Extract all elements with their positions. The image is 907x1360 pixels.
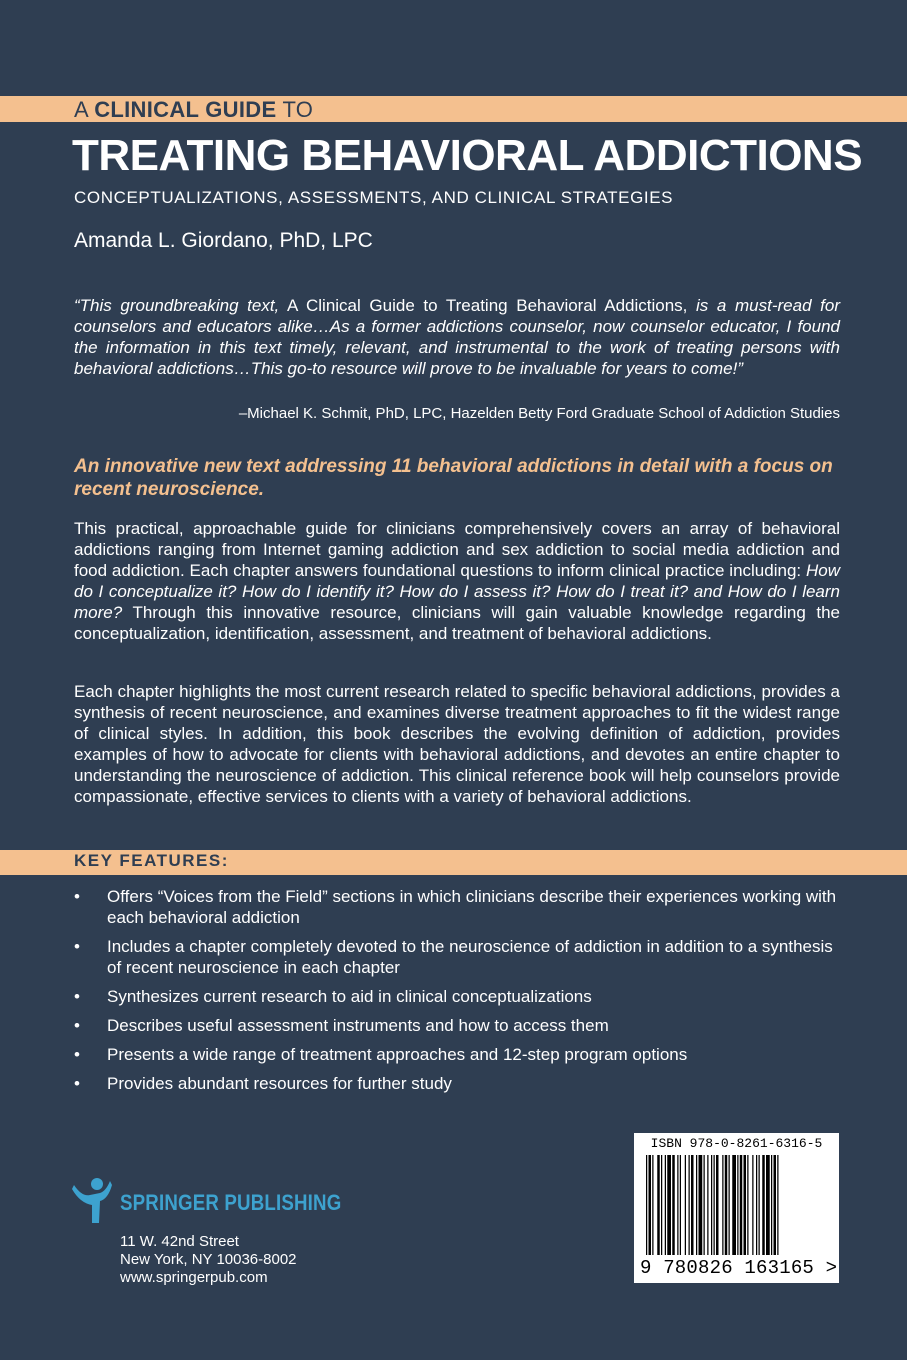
endorsement-attribution: –Michael K. Schmit, PhD, LPC, Hazelden Betty Ford Graduate School of Addiction Studies (238, 405, 840, 422)
barcode-bar (677, 1155, 678, 1255)
feature-item (74, 936, 844, 978)
feature-item (74, 1073, 844, 1094)
barcode-bar (685, 1155, 686, 1255)
publisher-website: www.springerpub.com (120, 1269, 268, 1286)
barcode-bar (704, 1155, 705, 1255)
feature-text: Describes useful assessment instruments and how to access them (107, 1016, 609, 1035)
barcode-bar (756, 1155, 757, 1255)
feature-item (74, 986, 844, 1007)
key-features-list (74, 886, 844, 1102)
barcode-bar (696, 1155, 697, 1255)
barcode-bar (774, 1155, 777, 1255)
bullet-icon: • (74, 1045, 80, 1064)
barcode-bar (740, 1155, 743, 1255)
barcode-bar (665, 1155, 666, 1255)
barcode-bar (689, 1155, 690, 1255)
barcode-bar (657, 1155, 660, 1255)
barcode-bar (646, 1155, 647, 1255)
barcode-bar (725, 1155, 728, 1255)
barcode-digits: 9 780826 163165 > (640, 1257, 838, 1279)
address-line-2: New York, NY 10036-8002 (120, 1251, 297, 1268)
barcode-bar (744, 1155, 747, 1255)
barcode (634, 1133, 839, 1283)
barcode-bar (752, 1155, 753, 1255)
barcode-bar (699, 1155, 703, 1255)
barcode-bar (707, 1155, 708, 1255)
barcode-bar (711, 1155, 712, 1255)
barcode-bar (652, 1155, 653, 1255)
feature-item (74, 1015, 844, 1036)
series-suffix: TO (276, 97, 314, 122)
description-paragraph-1 (74, 518, 840, 644)
bullet-icon: • (74, 987, 80, 1006)
key-features-title: KEY FEATURES: (74, 851, 229, 870)
series-title (74, 97, 313, 123)
feature-text: Provides abundant resources for further study (107, 1074, 452, 1093)
highlight-statement: An innovative new text addressing 11 behavioral addictions in detail with a focus on recent neuroscience. (74, 456, 833, 500)
barcode-bar (771, 1155, 772, 1255)
barcode-bar (729, 1155, 730, 1255)
barcode-bar (649, 1155, 652, 1255)
barcode-bar (737, 1155, 738, 1255)
book-title: TREATING BEHAVIORAL ADDICTIONS (72, 131, 863, 180)
publisher-name: SPRINGER PUBLISHING (120, 1190, 342, 1215)
barcode-bar (667, 1155, 671, 1255)
para1-after: Through this innovative resource, clinicians will gain valuable knowledge regarding the conceptualization, identification, assessment, and treatment of behavioral addictions. (74, 603, 840, 643)
barcode-bar (716, 1155, 719, 1255)
barcode-bar (714, 1155, 715, 1255)
barcode-bar (661, 1155, 662, 1255)
barcode-bar (680, 1155, 681, 1255)
barcode-bar (747, 1155, 748, 1255)
bullet-icon: • (74, 887, 80, 906)
bullet-icon: • (74, 937, 80, 956)
endorsement-quote (74, 295, 840, 379)
barcode-bar (691, 1155, 694, 1255)
feature-item (74, 886, 844, 928)
barcode-bar (759, 1155, 760, 1255)
feature-text: Presents a wide range of treatment approaches and 12-step program options (107, 1045, 688, 1064)
barcode-bar (762, 1155, 765, 1255)
feature-text: Offers “Voices from the Field” sections in which clinicians describe their experiences working with each behavioral addiction (107, 887, 837, 927)
author-name: Amanda L. Giordano, PhD, LPC (74, 229, 373, 252)
barcode-bar (777, 1155, 778, 1255)
feature-text: Synthesizes current research to aid in clinical conceptualizations (107, 987, 592, 1006)
barcode-bars (646, 1155, 828, 1255)
barcode-bar (766, 1155, 770, 1255)
feature-item (74, 1044, 844, 1065)
barcode-bar (672, 1155, 675, 1255)
series-bold: CLINICAL GUIDE (94, 97, 277, 122)
publisher-address (120, 1233, 297, 1287)
address-line-1: 11 W. 42nd Street (120, 1233, 239, 1250)
series-prefix: A (74, 97, 95, 122)
barcode-bar (732, 1155, 736, 1255)
isbn-label: ISBN 978-0-8261-6316-5 (650, 1136, 823, 1151)
quote-book-title: A Clinical Guide to Treating Behavioral Addictions, (279, 296, 688, 315)
para1-questions: How do I conceptualize it? How do I identify it? How do I assess it? How do I treat it? and How do I learn more? (74, 561, 840, 622)
quote-rest: is a must-read for counselors and educators alike…As a former addictions counselor, now counselor educator, I found the information in this text timely, relevant, and instrumental to the work of treating persons with behavioral addictions…This go-to resource will prove to be invaluable for years to come!” (74, 296, 840, 378)
bullet-icon: • (74, 1016, 80, 1035)
quote-start: “This groundbreaking text, (74, 296, 280, 315)
para1-before: This practical, approachable guide for clinicians comprehensively covers an array of behavioral addictions ranging from Internet gaming addiction and sex addiction to social media addiction and food addiction. Each chapter answers foundational questions to inform clinical practice including: (74, 519, 840, 580)
description-paragraph-2: Each chapter highlights the most current research related to specific behavioral addictions, provides a synthesis of recent neuroscience, and examines diverse treatment approaches to fit the widest range of clinical styles. In addition, this book describes the evolving definition of addiction, provides examples of how to advocate for clients with behavioral addictions, and devotes an entire chapter to understanding the neuroscience of addiction. This clinical reference book will help counselors provide compassionate, effective services to clients with a variety of behavioral addictions. (74, 682, 840, 806)
bullet-icon: • (74, 1074, 80, 1093)
book-subtitle: CONCEPTUALIZATIONS, ASSESSMENTS, AND CLINICAL STRATEGIES (74, 188, 674, 207)
feature-text: Includes a chapter completely devoted to the neuroscience of addiction in addition to a synthesis of recent neuroscience in each chapter (107, 937, 833, 977)
barcode-bar (722, 1155, 723, 1255)
person-figure-icon (72, 1177, 112, 1227)
